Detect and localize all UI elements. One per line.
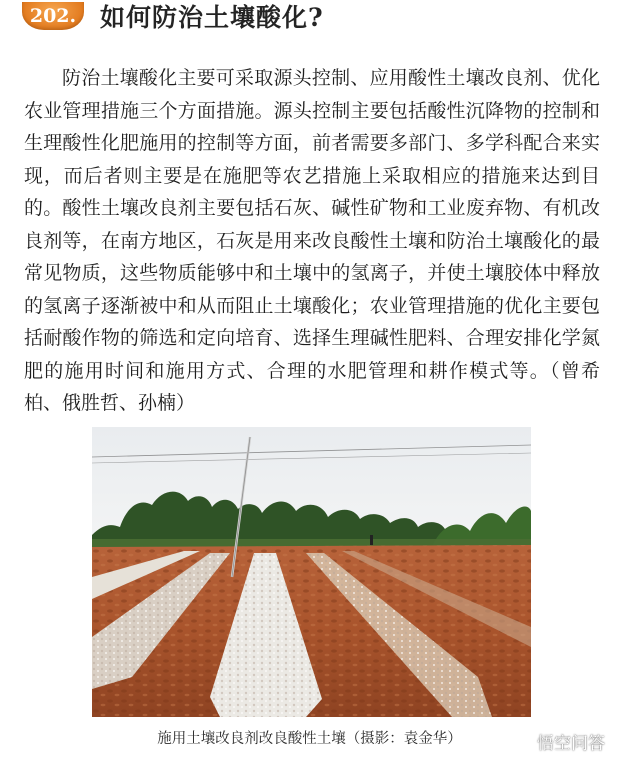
section-number-badge: 202. — [22, 2, 84, 30]
section-header — [22, 0, 324, 38]
article-paragraph: 防治土壤酸化主要可采取源头控制、应用酸性土壤改良剂、优化农业管理措施三个方面措施。源头控制主要包括酸性沉降物的控制和生理酸性化肥施用的控制等方面，前者需要多部门、多学科配合来实现，而后者则主要是在施肥等农艺措施上采取相应的措施来达到目的。酸性土壤改良剂主要包括石灰、碱性矿物和工业废弃物、有机改良剂等，在南方地区，石灰是用来改良酸性土壤和防治土壤酸化的最常见物质，这些物质能够中和土壤中的氢离子，并使土壤胶体中释放的氢离子逐渐被中和从而阻止土壤酸化；农业管理措施的优化主要包括耐酸作物的筛选和定向培育、选择生理碱性肥料、合理安排化学氮肥的施用时间和施用方式、合理的水肥管理和耕作模式等。（曾希柏、俄胜哲、孙楠） — [24, 67, 600, 414]
watermark-text: 悟空问答 — [537, 734, 605, 754]
section-title: 如何防治土壤酸化? — [100, 3, 324, 32]
photo-caption: 施用土壤改良剂改良酸性土壤（摄影：袁金华） — [157, 731, 462, 747]
watermark — [514, 729, 605, 754]
chat-bubble-icon — [514, 733, 532, 751]
field-photo — [92, 427, 531, 717]
